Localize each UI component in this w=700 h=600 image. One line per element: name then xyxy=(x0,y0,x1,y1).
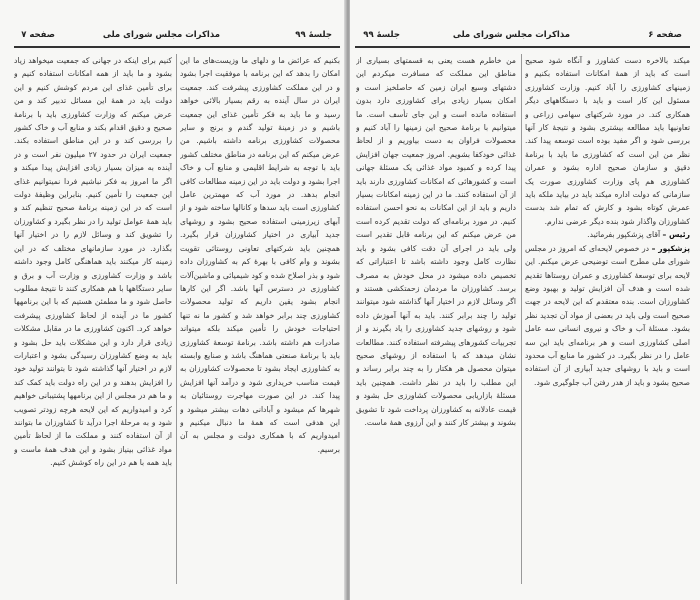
column-text: میکند بالاخره دست کشاورز و آنگاه شود صحیح است که باید از همهٔ امکانات استفاده بکنیم و زمینهای کشاورزی را آباد کنیم. وزارت کشاورزی مسئول این کار است و باید با دستگاههای دیگر همکاری کند. در مورد شرکتهای سهامی زراعی و تعاونیها باید مطالعه بیشتری بشود و نتیجهٔ کار آنها بررسی شود و اگر مفید بوده است توسعه پیدا کند. نظر من این است که کشاورزی ما باید با برنامهٔ دقیق و سازمان صحیح اداره بشود و عمران کشاورزی هم پای وزارت کشاورزی صورت یک سازمانی که دولت اداره میکند باید در بیاید ملکه باید عمرش کوتاه بشود و کارش که تمام شد بدست کشاورزان واگذار شود بنده دیگر عرضی ندارم. xyxy=(525,56,690,226)
page-number: صفحه ۷ xyxy=(21,30,55,40)
right-page xyxy=(350,0,700,600)
page-running-title: مذاکرات مجلس شورای ملی xyxy=(102,30,220,40)
header-rule xyxy=(14,46,340,48)
text-column-left xyxy=(14,54,172,589)
speaker-name: پزشکپور – xyxy=(651,243,690,253)
column-text: بکنیم که عرائض ما و دلهای ما وزیست‌های ما این امکان را بدهد که این برنامه با موفقیت اجرا بشود و در این مملکت کشاورزی پیشرفت کند. جمعیت ایران در سال آینده به رقم بسیار بالائی خواهد رسید و ما باید به فکر تأمین غذای این جمعیت باشیم و در زمینهٔ تولید گندم و برنج و سایر محصولات کشاورزی برنامه داشته باشیم. من عرض میکنم که این برنامه در مناطق مختلف کشور باید با توجه به شرایط اقلیمی و منابع آب و خاک اجرا بشود و دولت باید در این زمینه مطالعات کافی انجام بدهد. در مورد آب که مهمترین عامل کشاورزی است باید سدها و کانالها ساخته شود و از آبهای زیرزمینی استفاده صحیح بشود و روشهای جدید آبیاری در اختیار کشاورزان قرار بگیرد. همچنین باید شرکتهای تعاونی روستائی تقویت بشوند و وام کافی با بهرهٔ کم به کشاورزان داده شود و بذر اصلاح شده و کود شیمیائی و ماشین‌آلات کشاورزی در دسترس آنها باشد. اگر این کارها انجام بشود یقین داریم که تولید محصولات کشاورزی چند برابر خواهد شد و کشور ما نه تنها احتیاجات خودش را تأمین میکند بلکه میتواند صادرات هم داشته باشد. برنامهٔ توسعهٔ کشاورزی باید با برنامهٔ صنعتی هماهنگ باشد و صنایع وابسته به کشاورزی ایجاد بشود تا محصولات کشاورزان به قیمت مناسب خریداری شود و درآمد آنها افزایش پیدا کند. در این صورت مهاجرت روستائیان به شهرها کم میشود و آبادانی دهات بیشتر میشود و این هدفی است که همهٔ ما دنبال میکنیم و امیدواریم که با همکاری دولت و مجلس به آن برسیم. xyxy=(180,56,340,454)
left-page-header xyxy=(15,30,340,44)
left-page xyxy=(0,0,346,600)
session-number: جلسهٔ ۹۹ xyxy=(295,30,332,40)
speaker-text: در خصوص لایحه‌ای که امروز در مجلس شورای ملی مطرح است توضیحی عرض میکنم. این لایحه برای توسعهٔ کشاورزی و عمران روستاها تقدیم شده است و هدف آن افزایش تولید و بهبود وضع کشاورزان است. بنده معتقدم که این لایحه در جهت صحیح است ولی باید در بعضی از مواد آن تجدید نظر بشود. مسئلهٔ آب و خاک و نیروی انسانی سه عامل اصلی کشاورزی است و هر برنامه‌ای باید این سه عامل را در نظر بگیرد. در کشور ما منابع آب محدود است و باید با روشهای جدید آبیاری از آن استفاده صحیح بشود و باید از هدر رفتن آب جلوگیری شود. xyxy=(525,243,690,387)
column-text: کنیم برای اینکه در جهانی که جمعیت میخواهد زیاد بشود و ما باید از همه امکانات استفاده کنیم و برای تأمین غذای این مردم کوشش کنیم و این دولت باید در همهٔ این مسائل تدبیر کند و من عرض میکنم که وزارت کشاورزی باید با برنامهٔ صحیح و دقیق اقدام بکند و منابع آب و خاک کشور را بررسی کند و در این مناطق استفاده بکند. جمعیت ایران در حدود ۲۷ میلیون نفر است و در آینده به میزان بسیار زیادی افزایش پیدا میکند و اگر ما امروز به فکر نباشیم فردا نمیتوانیم غذای این جمعیت را تأمین کنیم. بنابراین وظیفهٔ دولت است که در این زمینه برنامهٔ صحیح تنظیم کند و باید همهٔ عوامل تولید را در نظر بگیرد و کشاورزان را تشویق کند و وسائل لازم را در اختیار آنها بگذارد. در مورد سازمانهای مختلف که در این زمینه کار میکنند باید هماهنگی کامل وجود داشته باشد و وزارت کشاورزی و وزارت آب و برق و سایر دستگاهها با هم همکاری کنند تا نتیجهٔ مطلوب حاصل شود و ما مطمئن هستیم که با این برنامهها کشور ما در آینده از لحاظ کشاورزی پیشرفت خواهد کرد. اکنون کشاورزی ما در مقابل مشکلات زیادی قرار دارد و این مشکلات باید حل بشود و باید به وضع کشاورزان رسیدگی بشود و اعتبارات لازم در اختیار آنها گذاشته شود تا بتوانند تولید خود را افزایش بدهند و در این راه دولت باید کمک کند و ما هم در مجلس از این برنامهها پشتیبانی خواهیم کرد و امیدواریم که این لایحه هرچه زودتر تصویب شود و به مرحلهٔ اجرا درآید تا کشاورزان ما بتوانند از آن استفاده کنند و مملکت ما از لحاظ تأمین مواد غذائی بینیاز بشود و این هدف همهٔ ماست و باید همه با هم در این راه کوشش کنیم. xyxy=(14,56,172,468)
page-number: صفحه ۶ xyxy=(648,30,682,40)
speaker-text: آقای پزشکپور بفرمائید. xyxy=(587,230,661,240)
session-number: جلسهٔ ۹۹ xyxy=(363,30,400,40)
column-text: من خاطرم هست یعنی به قسمتهای بسیاری از مناطق این مملکت که مسافرت میکردم این دشتهای وسیع ایران زمین که حاصلخیز است و امکان بسیار زیادی برای کشاورزی دارد بدون استفاده مانده است و این جای تأسف است. ما میتوانیم با برنامهٔ صحیح این زمینها را آباد کنیم و محصولات فراوان به دست بیاوریم و از لحاظ غذائی خودکفا بشویم. امروز جمعیت جهان افزایش پیدا کرده و کمبود مواد غذائی یک مسئلهٔ جهانی است و کشورهائی که امکانات کشاورزی دارند باید از آن استفاده کنند. ما در این زمینه امکانات بسیار داریم و باید از این امکانات به نحو احسن استفاده کنیم. در مورد برنامه‌ای که دولت تقدیم کرده است من عرض میکنم که این برنامه قابل تقدیر است ولی باید در اجرای آن دقت کافی بشود و باید نظارت کامل وجود داشته باشد تا اعتباراتی که تخصیص داده میشود در محل خودش به مصرف برسد. کشاورزان ما مردمان زحمتکشی هستند و اگر وسائل لازم در اختیار آنها گذاشته شود میتوانند تولید را چند برابر کنند. باید به آنها آموزش داده شود و روشهای جدید کشاورزی را یاد بگیرند و از تجربیات کشورهای پیشرفته استفاده کنند. مطالعات نشان میدهد که با استفاده از روشهای صحیح میتوان محصول هر هکتار را به چند برابر رساند و این مطلب را باید در نظر داشت. همچنین باید مسئلهٔ بازاریابی محصولات کشاورزی حل بشود و قیمت عادلانه به کشاورزان پرداخت شود تا تشویق بشوند و بیشتر کار کنند و این آرزوی همهٔ ماست. xyxy=(356,56,516,427)
text-column-left xyxy=(356,54,516,589)
column-divider xyxy=(176,54,177,584)
column-divider xyxy=(521,54,522,584)
speaker-paragraph xyxy=(525,242,690,389)
text-column-right xyxy=(180,54,340,589)
text-column-right xyxy=(525,54,690,589)
speaker-name: رئیس – xyxy=(662,230,690,240)
right-page-header xyxy=(355,30,690,44)
speaker-line xyxy=(525,228,690,241)
page-running-title: مذاکرات مجلس شورای ملی xyxy=(452,30,570,40)
header-rule xyxy=(355,46,690,48)
